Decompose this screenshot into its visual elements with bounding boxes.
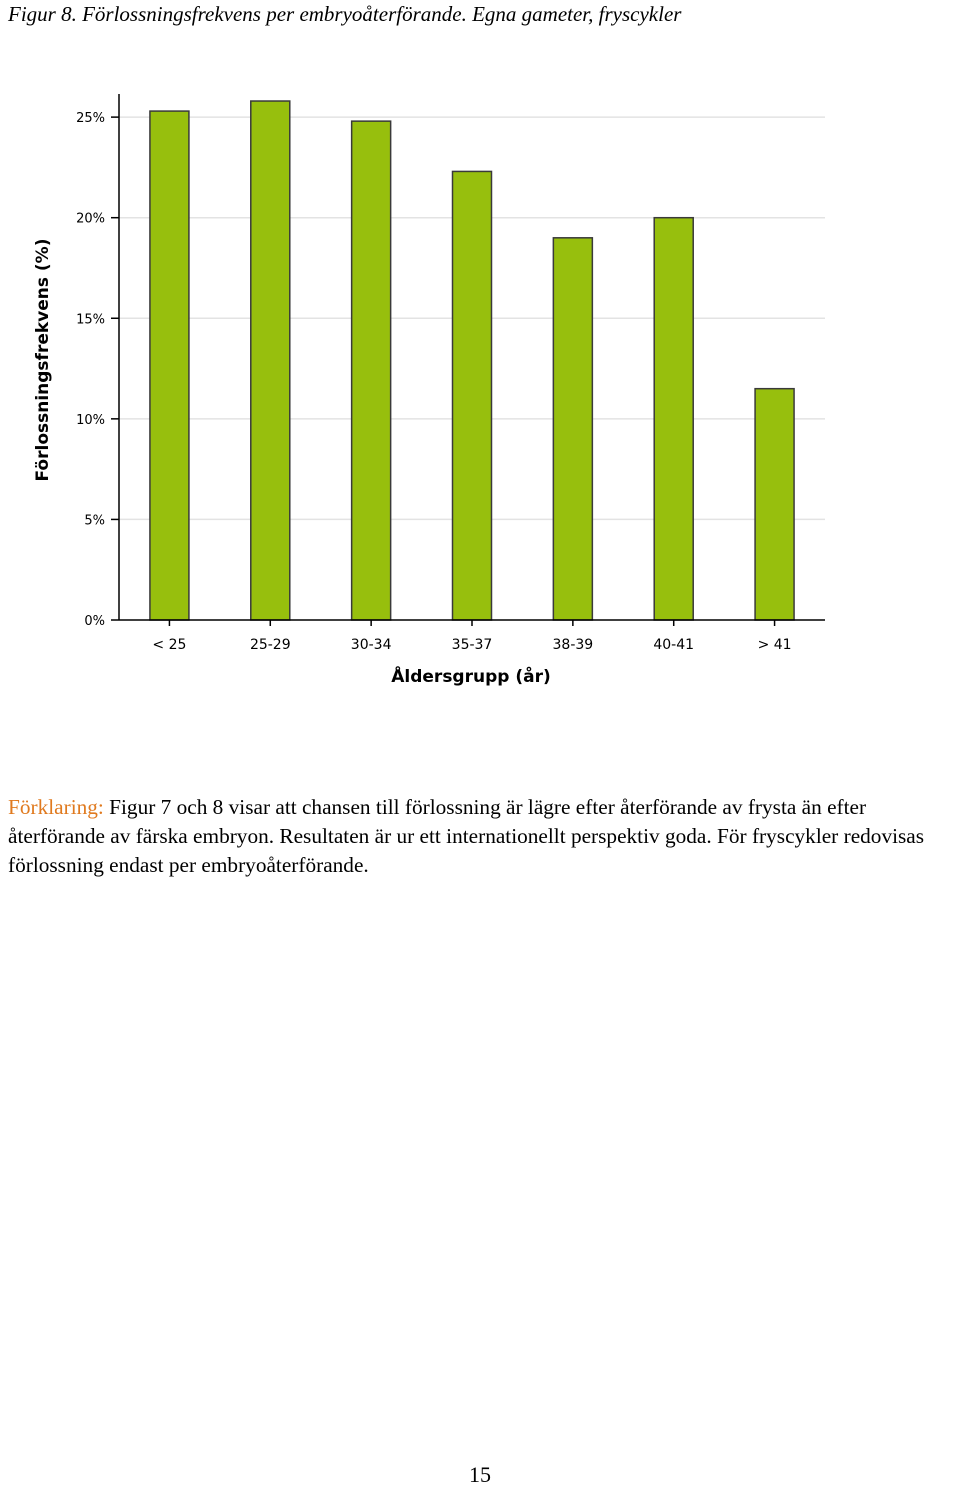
x-tick-labels [152, 637, 791, 653]
x-tick-label: 40-41 [653, 637, 695, 653]
bar [150, 111, 189, 620]
y-tick-label: 5% [84, 513, 105, 529]
y-tick-label: 0% [84, 614, 105, 629]
x-tick-label: 25-29 [249, 637, 291, 653]
explanation-lead: Förklaring: [8, 795, 104, 819]
x-tick-label: 38-39 [552, 637, 594, 653]
bar [453, 171, 492, 620]
bars [150, 101, 794, 620]
bar [352, 121, 391, 620]
x-tick-label: > 41 [757, 637, 792, 653]
page-number: 15 [469, 1462, 491, 1487]
y-tick-label: 15% [76, 312, 105, 328]
x-tick-label: 30-34 [350, 637, 392, 653]
x-tick-label: < 25 [152, 637, 187, 653]
explanation-paragraph [8, 793, 960, 880]
y-axis-label: Förlossningsfrekvens (%) [33, 238, 53, 482]
bar [654, 218, 693, 620]
figure-caption: Figur 8. Förlossningsfrekvens per embryoåterförande. Egna gameter, fryscykler [8, 2, 682, 26]
bar [251, 101, 290, 620]
x-tick-label: 35-37 [451, 637, 493, 653]
y-tick-label: 20% [76, 211, 105, 227]
explanation-text: Figur 7 och 8 visar att chansen till förlossning är lägre efter återförande av frysta än efter återförande av färska embryon. Resultaten är ur ett internationellt perspektiv goda. För fryscykler redovisas förlossning endast per embryoåterförande. [8, 795, 925, 877]
bar [553, 238, 592, 620]
y-tick-label: 25% [76, 111, 105, 127]
bar [755, 389, 794, 620]
y-tick-label: 10% [76, 412, 105, 428]
y-tick-labels [76, 111, 105, 629]
x-axis-label: Åldersgrupp (år) [391, 667, 551, 687]
bar-chart [0, 80, 960, 720]
